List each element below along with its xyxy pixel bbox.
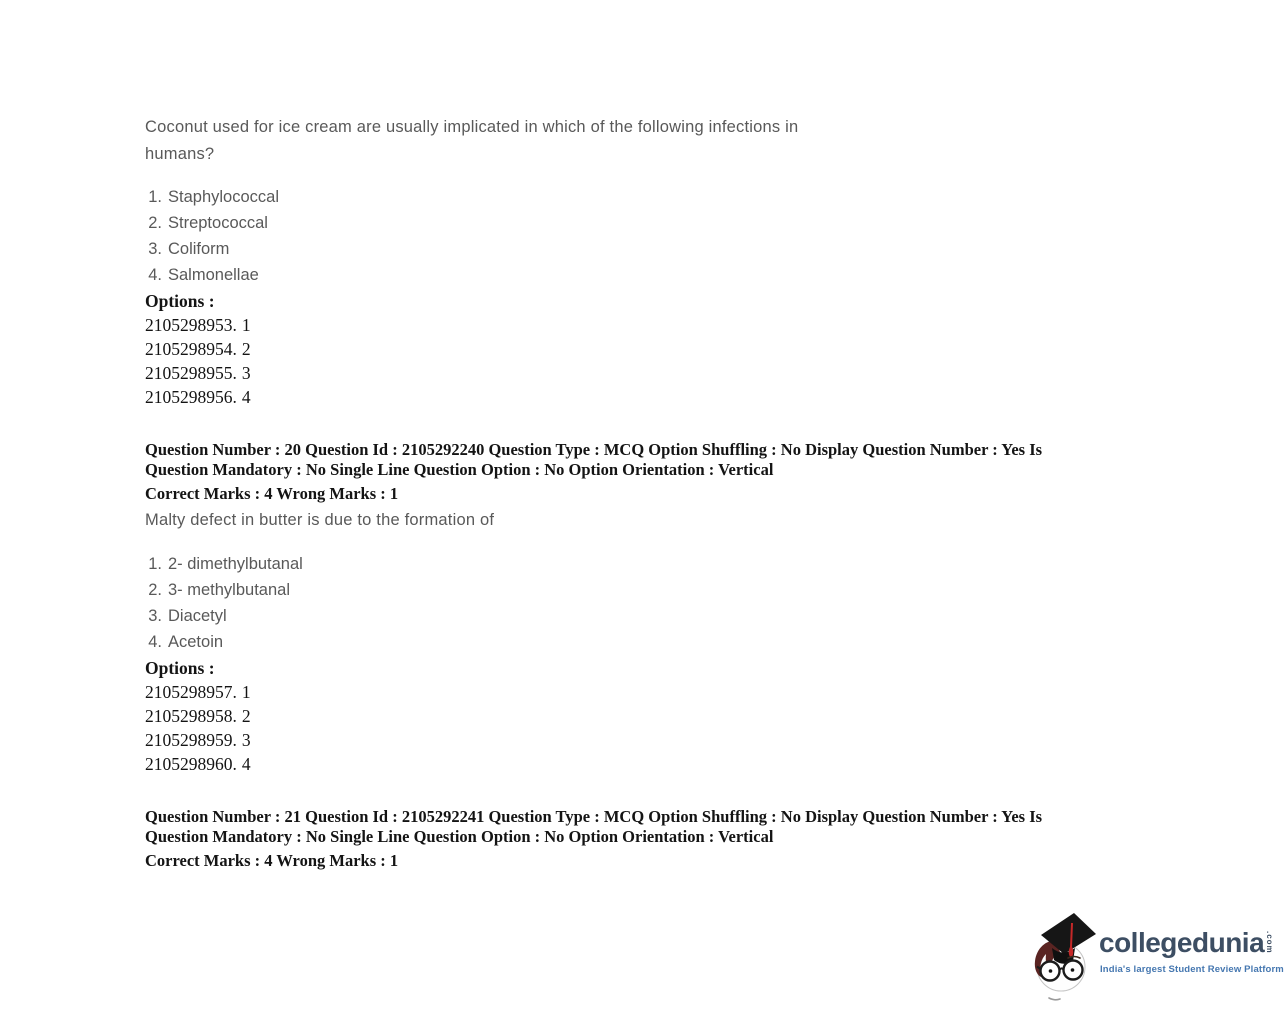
- choice-row: [147, 577, 303, 603]
- option-id-row: [145, 337, 251, 361]
- meta-line-2: Question Mandatory : No Single Line Question Option : No Option Orientation : Vertical: [145, 459, 774, 479]
- question-20-meta-header: [145, 440, 1145, 504]
- question-20-option-id-list: [145, 680, 251, 776]
- option-id-value: 2: [241, 706, 251, 726]
- option-id-value: 1: [241, 682, 251, 702]
- choice-number: 2.: [148, 581, 162, 599]
- option-id: 2105298954.: [145, 339, 237, 359]
- question-19-option-id-list: [145, 313, 251, 409]
- logo-tagline: India's largest Student Review Platform: [1100, 964, 1284, 975]
- option-id-row: [145, 704, 251, 728]
- choice-text: Diacetyl: [168, 607, 227, 625]
- option-id-row: [145, 361, 251, 385]
- options-label: Options :: [145, 291, 215, 311]
- logo-brand-row: [1099, 927, 1274, 960]
- choice-row: [147, 603, 303, 629]
- choice-text: 3- methylbutanal: [168, 581, 290, 599]
- options-label: Options :: [145, 658, 215, 678]
- option-id: 2105298960.: [145, 754, 237, 774]
- option-id: 2105298953.: [145, 315, 237, 335]
- option-id: 2105298958.: [145, 706, 237, 726]
- option-id-row: [145, 728, 251, 752]
- option-id-value: 3: [241, 730, 251, 750]
- option-id: 2105298959.: [145, 730, 237, 750]
- question-20-choice-list: [147, 551, 303, 655]
- option-id-value: 2: [241, 339, 251, 359]
- collegedunia-logo: [1027, 907, 1284, 1009]
- option-id-value: 4: [241, 754, 251, 774]
- option-id-value: 3: [241, 363, 251, 383]
- choice-number: 3.: [148, 240, 162, 258]
- option-id-row: [145, 680, 251, 704]
- meta-line-1: Question Number : 21 Question Id : 2105292241 Question Type : MCQ Option Shuffling : No Display Question Number : Yes Is: [145, 807, 1043, 826]
- choice-number: 4.: [148, 633, 162, 651]
- choice-number: 4.: [148, 266, 162, 284]
- option-id-value: 1: [241, 315, 251, 335]
- option-id: 2105298957.: [145, 682, 237, 702]
- choice-row: [147, 236, 279, 262]
- option-id-value: 4: [241, 387, 251, 407]
- choice-text: Staphylococcal: [168, 188, 279, 206]
- option-id-row: [145, 385, 251, 409]
- choice-row: [147, 210, 279, 236]
- choice-number: 1.: [148, 188, 162, 206]
- question-19-text: Coconut used for ice cream are usually implicated in which of the following infections in humans?: [145, 118, 799, 163]
- choice-text: Streptococcal: [168, 214, 268, 232]
- choice-text: 2- dimethylbutanal: [168, 555, 303, 573]
- question-19-choice-list: [147, 184, 279, 288]
- logo-brand-text: collegedunia: [1099, 927, 1265, 958]
- question-20-text: Malty defect in butter is due to the formation of: [145, 511, 495, 529]
- choice-number: 1.: [148, 555, 162, 573]
- choice-text: Coliform: [168, 240, 230, 258]
- meta-line-2: Question Mandatory : No Single Line Question Option : No Option Orientation : Vertical: [145, 826, 774, 846]
- collegedunia-mascot-icon: [1027, 909, 1099, 1007]
- question-21-meta-header: [145, 807, 1145, 871]
- marks-line: Correct Marks : 4 Wrong Marks : 1: [145, 484, 399, 503]
- marks-line: Correct Marks : 4 Wrong Marks : 1: [145, 851, 399, 870]
- choice-row: [147, 551, 303, 577]
- choice-number: 3.: [148, 607, 162, 625]
- choice-row: [147, 629, 303, 655]
- choice-text: Acetoin: [168, 633, 224, 651]
- option-id: 2105298955.: [145, 363, 237, 383]
- logo-tld-text: .com: [1265, 931, 1275, 954]
- choice-number: 2.: [148, 214, 162, 232]
- choice-row: [147, 184, 279, 210]
- choice-text: Salmonellae: [168, 266, 259, 284]
- meta-line-1: Question Number : 20 Question Id : 2105292240 Question Type : MCQ Option Shuffling : No Display Question Number : Yes Is: [145, 440, 1043, 459]
- choice-row: [147, 262, 279, 288]
- option-id-row: [145, 752, 251, 776]
- option-id-row: [145, 313, 251, 337]
- option-id: 2105298956.: [145, 387, 237, 407]
